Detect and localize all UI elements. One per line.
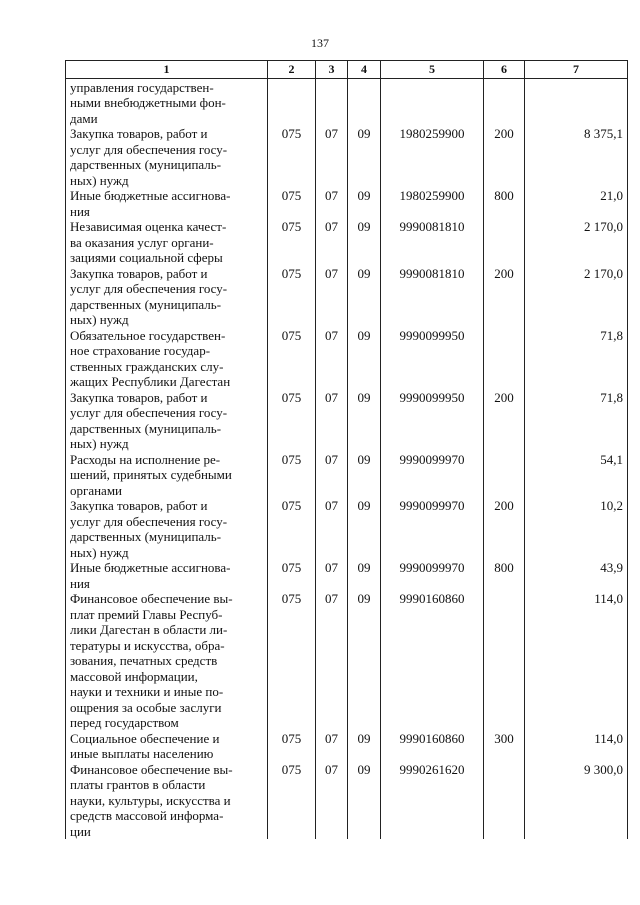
item-name-line: ощрения за особые заслуги: [70, 699, 222, 715]
item-name-line: науки, культуры, искусства и: [70, 792, 231, 808]
amount-cell: 2 170,0: [525, 266, 628, 328]
subsection-cell: 09: [348, 731, 381, 762]
item-name-line: дарственных (муниципаль-: [70, 529, 222, 544]
item-name-line: иные выплаты населению: [70, 746, 214, 761]
subsection-cell: 09: [348, 266, 381, 328]
section-cell: 07: [316, 266, 348, 328]
expense-type-cell: 200: [484, 390, 525, 452]
section-cell: [316, 78, 348, 126]
item-name-line: платы грантов в области: [70, 777, 206, 792]
target-article-cell: 9990099970: [381, 498, 484, 560]
item-name-line: дарственных (муниципаль-: [70, 296, 222, 312]
amount-cell: 54,1: [525, 452, 628, 499]
section-cell: 07: [316, 762, 348, 840]
section-cell: 07: [316, 390, 348, 452]
target-article-cell: 9990081810: [381, 266, 484, 328]
amount-cell: 8 375,1: [525, 126, 628, 188]
table-row: [66, 560, 628, 591]
table-row: [66, 390, 628, 452]
expense-type-cell: 200: [484, 126, 525, 188]
item-name-line: услуг для обеспечения госу-: [70, 281, 228, 296]
item-name-line: услуг для обеспечения госу-: [70, 405, 228, 420]
column-header: 3: [316, 61, 348, 79]
table-row: [66, 452, 628, 499]
item-name-line: ных) нужд: [70, 312, 129, 327]
target-article-cell: 9990099970: [381, 452, 484, 499]
item-name-line: Обязательное государствен-: [70, 327, 226, 343]
column-header: 4: [348, 61, 381, 79]
item-name-line: Независимая оценка качест-: [70, 219, 227, 234]
item-name-line: шений, принятых судебными: [70, 467, 232, 482]
target-article-cell: 9990261620: [381, 762, 484, 840]
item-name-line: дарственных (муниципаль-: [70, 420, 222, 436]
item-name-line: Иные бюджетные ассигнова-: [70, 188, 231, 203]
section-cell: 07: [316, 731, 348, 762]
table-row: [66, 591, 628, 731]
item-name-line: ственных гражданских слу-: [70, 358, 224, 374]
target-article-cell: 1980259900: [381, 188, 484, 219]
subsection-cell: 09: [348, 762, 381, 840]
section-cell: 07: [316, 126, 348, 188]
item-name-cell: [66, 762, 268, 840]
subsection-cell: 09: [348, 591, 381, 731]
target-article-cell: 9990160860: [381, 731, 484, 762]
item-name-line: Закупка товаров, работ и: [70, 265, 208, 281]
item-name-line: Закупка товаров, работ и: [70, 126, 208, 141]
item-name-line: Иные бюджетные ассигнова-: [70, 560, 231, 575]
expense-type-cell: [484, 78, 525, 126]
item-name-cell: [66, 452, 268, 499]
column-header: 7: [525, 61, 628, 79]
amount-cell: 21,0: [525, 188, 628, 219]
item-name-line: жащих Республики Дагестан: [70, 374, 231, 389]
item-name-line: Расходы на исполнение ре-: [70, 451, 221, 467]
table-row: [66, 266, 628, 328]
code-cell: 075: [268, 328, 316, 390]
expense-type-cell: [484, 591, 525, 731]
item-name-line: ния: [70, 575, 90, 591]
amount-cell: 71,8: [525, 328, 628, 390]
expense-type-cell: [484, 762, 525, 840]
item-name-line: ных) нужд: [70, 436, 129, 451]
table-row: [66, 328, 628, 390]
section-cell: 07: [316, 591, 348, 731]
expense-type-cell: [484, 219, 525, 266]
target-article-cell: 9990081810: [381, 219, 484, 266]
item-name-line: зациями социальной сферы: [70, 250, 223, 265]
target-article-cell: 9990099950: [381, 390, 484, 452]
amount-cell: 9 300,0: [525, 762, 628, 840]
target-article-cell: 9990160860: [381, 591, 484, 731]
item-name-cell: [66, 390, 268, 452]
item-name-cell: [66, 126, 268, 188]
table-row: [66, 126, 628, 188]
amount-cell: 114,0: [525, 731, 628, 762]
item-name-line: Закупка товаров, работ и: [70, 498, 208, 513]
item-name-line: ное страхование государ-: [70, 343, 211, 358]
amount-cell: 10,2: [525, 498, 628, 560]
item-name-line: дарственных (муниципаль-: [70, 157, 222, 172]
expense-type-cell: 300: [484, 731, 525, 762]
item-name-line: зования, печатных средств: [70, 653, 218, 668]
item-name-cell: [66, 328, 268, 390]
item-name-line: Закупка товаров, работ и: [70, 389, 208, 405]
column-header: 5: [381, 61, 484, 79]
column-header: 1: [66, 61, 268, 79]
table-row: [66, 762, 628, 840]
code-cell: 075: [268, 762, 316, 840]
expense-type-cell: 800: [484, 560, 525, 591]
subsection-cell: 09: [348, 390, 381, 452]
code-cell: 075: [268, 591, 316, 731]
section-cell: 07: [316, 560, 348, 591]
item-name-cell: [66, 591, 268, 731]
target-article-cell: [381, 78, 484, 126]
amount-cell: 114,0: [525, 591, 628, 731]
item-name-cell: [66, 731, 268, 762]
code-cell: [268, 78, 316, 126]
code-cell: 075: [268, 560, 316, 591]
item-name-cell: [66, 266, 268, 328]
item-name-line: ции: [70, 823, 91, 839]
page-number: 137: [311, 36, 329, 50]
code-cell: 075: [268, 219, 316, 266]
item-name-cell: [66, 78, 268, 126]
item-name-line: ных) нужд: [70, 172, 129, 188]
expense-type-cell: 200: [484, 498, 525, 560]
subsection-cell: 09: [348, 560, 381, 591]
expense-type-cell: 800: [484, 188, 525, 219]
code-cell: 075: [268, 452, 316, 499]
section-cell: 07: [316, 498, 348, 560]
item-name-cell: [66, 498, 268, 560]
code-cell: 075: [268, 731, 316, 762]
item-name-line: ния: [70, 203, 90, 219]
expense-type-cell: [484, 452, 525, 499]
item-name-line: услуг для обеспечения госу-: [70, 513, 228, 529]
target-article-cell: 1980259900: [381, 126, 484, 188]
item-name-line: массовой информации,: [70, 668, 198, 684]
budget-table: [65, 60, 628, 839]
item-name-line: услуг для обеспечения госу-: [70, 141, 228, 157]
item-name-cell: [66, 188, 268, 219]
target-article-cell: 9990099970: [381, 560, 484, 591]
item-name-cell: [66, 219, 268, 266]
subsection-cell: 09: [348, 328, 381, 390]
item-name-line: управления государствен-: [70, 79, 214, 95]
section-cell: 07: [316, 328, 348, 390]
code-cell: 075: [268, 390, 316, 452]
table-row: [66, 188, 628, 219]
column-header: 6: [484, 61, 525, 79]
item-name-line: ва оказания услуг органи-: [70, 234, 214, 250]
amount-cell: [525, 78, 628, 126]
table-row: [66, 78, 628, 126]
subsection-cell: 09: [348, 498, 381, 560]
section-cell: 07: [316, 452, 348, 499]
item-name-line: Финансовое обеспечение вы-: [70, 591, 233, 606]
expense-type-cell: [484, 328, 525, 390]
item-name-line: ными внебюджетными фон-: [70, 95, 226, 110]
section-cell: 07: [316, 219, 348, 266]
section-cell: 07: [316, 188, 348, 219]
item-name-line: Финансовое обеспечение вы-: [70, 761, 233, 777]
amount-cell: 2 170,0: [525, 219, 628, 266]
column-header: 2: [268, 61, 316, 79]
item-name-line: средств массовой информа-: [70, 808, 224, 823]
subsection-cell: 09: [348, 219, 381, 266]
target-article-cell: 9990099950: [381, 328, 484, 390]
item-name-line: органами: [70, 482, 123, 498]
item-name-line: науки и техники и иные по-: [70, 684, 224, 699]
code-cell: 075: [268, 188, 316, 219]
table-row: [66, 219, 628, 266]
amount-cell: 71,8: [525, 390, 628, 452]
subsection-cell: [348, 78, 381, 126]
item-name-cell: [66, 560, 268, 591]
subsection-cell: 09: [348, 188, 381, 219]
code-cell: 075: [268, 126, 316, 188]
amount-cell: 43,9: [525, 560, 628, 591]
header-row: [66, 61, 628, 79]
subsection-cell: 09: [348, 126, 381, 188]
item-name-line: плат премий Главы Респуб-: [70, 606, 223, 622]
item-name-line: перед государством: [70, 715, 179, 730]
subsection-cell: 09: [348, 452, 381, 499]
code-cell: 075: [268, 498, 316, 560]
expense-type-cell: 200: [484, 266, 525, 328]
code-cell: 075: [268, 266, 316, 328]
table-body: [66, 78, 628, 839]
item-name-line: лики Дагестан в области ли-: [70, 622, 228, 637]
item-name-line: дами: [70, 110, 98, 126]
item-name-line: Социальное обеспечение и: [70, 730, 220, 746]
item-name-line: ных) нужд: [70, 544, 129, 560]
table-row: [66, 731, 628, 762]
item-name-line: тературы и искусства, обра-: [70, 637, 225, 653]
table-row: [66, 498, 628, 560]
